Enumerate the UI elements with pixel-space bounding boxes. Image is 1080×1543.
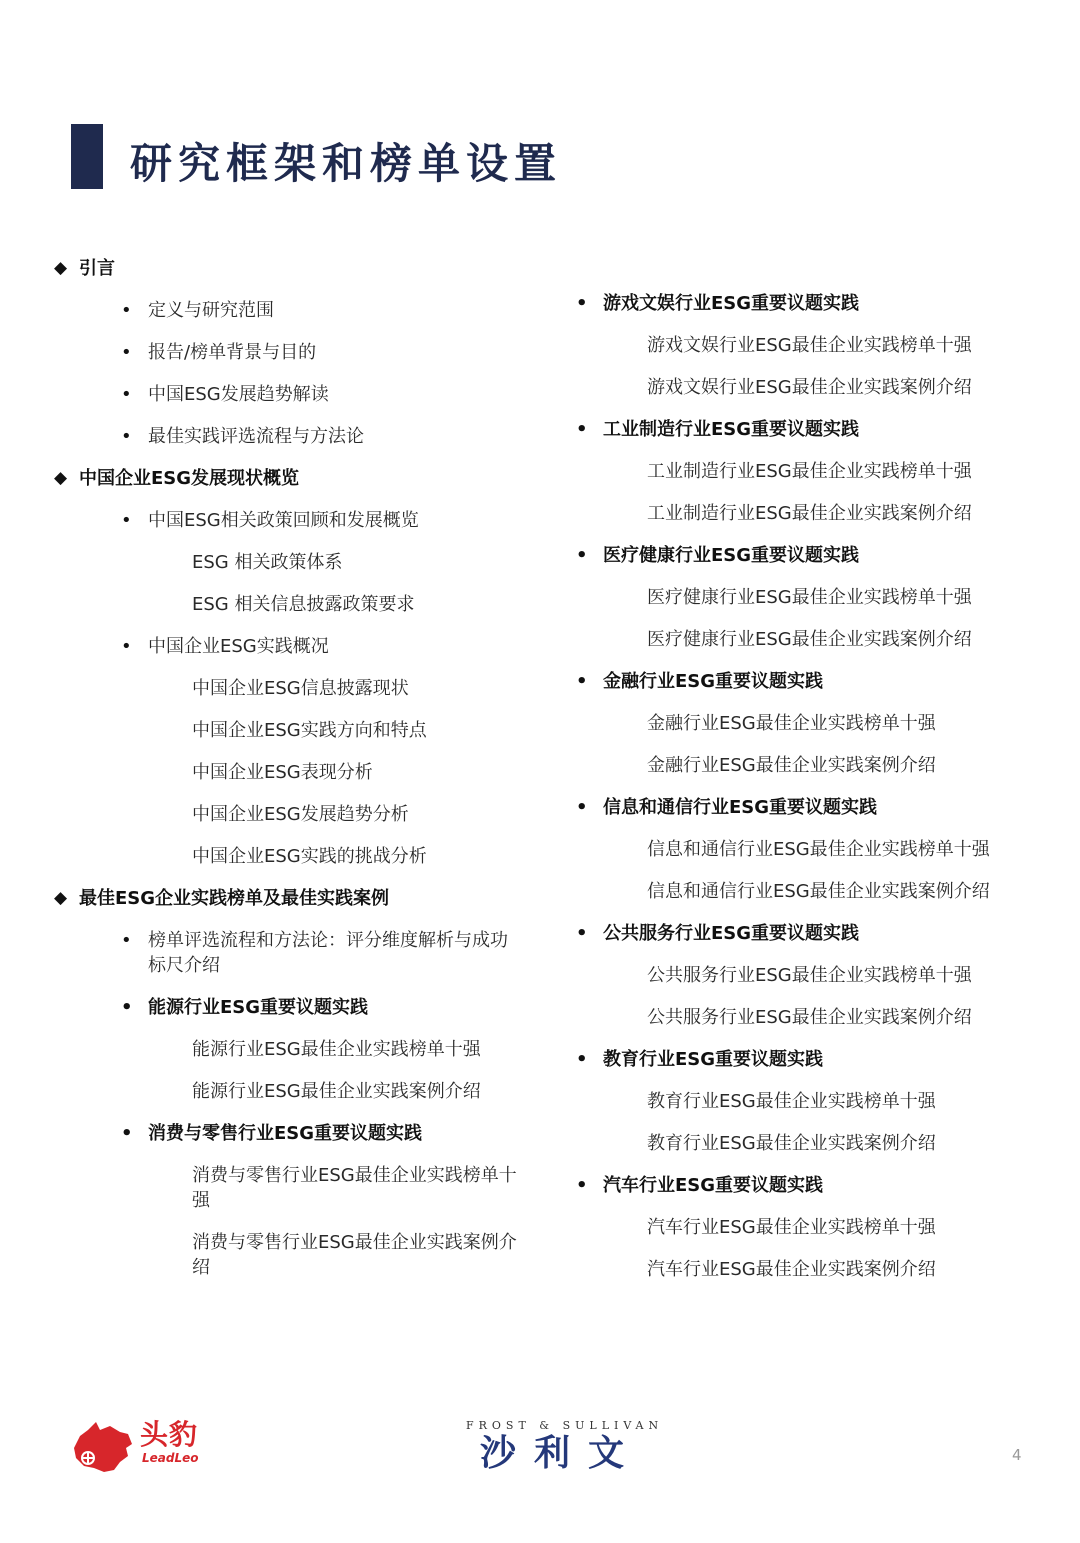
dot-bullet-icon: • [121,997,133,1018]
toc-item-text: 中国企业ESG信息披露现状 [192,678,409,699]
toc-item-level-3 [573,1257,1043,1282]
toc-item-text: 中国企业ESG发展现状概览 [79,468,300,489]
toc-item-text: 中国企业ESG实践方向和特点 [192,720,427,741]
toc-item-text: 引言 [79,258,115,279]
toc-item-level-3 [54,1037,524,1062]
toc-item-text: 汽车行业ESG最佳企业实践案例介绍 [647,1259,936,1280]
toc-item-level-2 [573,921,1043,946]
dot-bullet-icon: • [576,797,588,818]
toc-item-level-3 [54,718,524,743]
toc-item-level-2 [54,298,524,323]
toc-item-text: 汽车行业ESG最佳企业实践榜单十强 [647,1217,936,1238]
leadleo-en-logo-text: LeadLeo [142,1451,199,1465]
toc-item-level-3 [54,592,524,617]
toc-item-level-2 [54,508,524,533]
toc-item-level-2 [54,995,524,1020]
dot-bullet-icon: • [576,671,588,692]
toc-item-level-3 [573,375,1043,400]
toc-item-level-3 [573,1005,1043,1030]
toc-item-level-3 [573,879,1043,904]
dot-bullet-icon: • [576,1175,588,1196]
toc-item-level-3 [54,760,524,785]
dot-bullet-icon: • [121,342,132,363]
toc-item-text: 信息和通信行业ESG重要议题实践 [603,797,878,818]
toc-item-text: 金融行业ESG最佳企业实践榜单十强 [647,713,936,734]
dot-bullet-icon: • [121,426,132,447]
frost-sullivan-en-logo: FROST & SULLIVAN [466,1419,664,1432]
toc-item-text: 教育行业ESG最佳企业实践案例介绍 [647,1133,936,1154]
toc-item-level-3 [573,501,1043,526]
toc-item-level-1 [54,886,524,911]
dot-bullet-icon: • [576,419,588,440]
toc-item-level-3 [573,333,1043,358]
toc-item-text: 游戏文娱行业ESG最佳企业实践案例介绍 [647,377,972,398]
leadleo-logo [70,1418,210,1478]
toc-item-text: 能源行业ESG最佳企业实践榜单十强 [192,1039,481,1060]
toc-item-text: 中国企业ESG发展趋势分析 [192,804,409,825]
toc-item-level-3 [54,802,524,827]
toc-item-level-2 [54,1121,524,1146]
toc-item-text: 金融行业ESG重要议题实践 [603,671,824,692]
dot-bullet-icon: • [121,930,132,951]
leadleo-cn-logo-text: 头豹 [140,1418,199,1451]
diamond-bullet-icon: ◆ [54,888,68,908]
toc-item-level-2 [573,795,1043,820]
toc-item-text: 工业制造行业ESG最佳企业实践榜单十强 [647,461,972,482]
toc-item-text: 教育行业ESG最佳企业实践榜单十强 [647,1091,936,1112]
title-accent-bar [71,124,103,189]
dot-bullet-icon: • [121,384,132,405]
toc-item-level-2 [573,669,1043,694]
toc-item-text: 教育行业ESG重要议题实践 [603,1049,824,1070]
toc-item-text: 中国ESG发展趋势解读 [148,384,329,405]
toc-item-text: 报告/榜单背景与目的 [148,342,317,363]
toc-item-level-3 [573,711,1043,736]
toc-item-text: 医疗健康行业ESG最佳企业实践案例介绍 [647,629,972,650]
toc-item-text: 游戏文娱行业ESG最佳企业实践榜单十强 [647,335,972,356]
toc-item-level-3 [573,963,1043,988]
toc-item-level-2 [573,543,1043,568]
toc-item-level-1 [54,256,524,281]
toc-item-level-3 [573,1089,1043,1114]
dot-bullet-icon: • [121,1123,133,1144]
toc-item-level-2 [54,634,524,659]
toc-item-text: 公共服务行业ESG最佳企业实践案例介绍 [647,1007,972,1028]
dot-bullet-icon: • [576,1049,588,1070]
page-title: 研究框架和榜单设置 [130,139,563,188]
toc-item-text: ESG 相关政策体系 [192,552,343,573]
toc-item-text: 中国企业ESG实践概况 [148,636,329,657]
toc-item-level-3 [573,1215,1043,1240]
toc-item-text: 游戏文娱行业ESG重要议题实践 [603,293,860,314]
page-number: 4 [1012,1446,1022,1464]
toc-item-text: 榜单评选流程和方法论：评分维度解析与成功标尺介绍 [148,930,508,976]
toc-item-text: 消费与零售行业ESG重要议题实践 [148,1123,423,1144]
toc-item-text: ESG 相关信息披露政策要求 [192,594,415,615]
toc-item-level-3 [54,676,524,701]
toc-item-level-3 [54,1230,524,1280]
toc-item-text: 最佳实践评选流程与方法论 [148,426,364,447]
dot-bullet-icon: • [576,293,588,314]
dot-bullet-icon: • [576,923,588,944]
toc-item-level-3 [54,550,524,575]
dot-bullet-icon: • [121,300,132,321]
toc-item-text: 工业制造行业ESG重要议题实践 [603,419,860,440]
toc-item-text: 公共服务行业ESG最佳企业实践榜单十强 [647,965,972,986]
toc-item-text: 能源行业ESG重要议题实践 [148,997,369,1018]
toc-item-text: 汽车行业ESG重要议题实践 [603,1175,824,1196]
toc-item-text: 信息和通信行业ESG最佳企业实践案例介绍 [647,881,990,902]
toc-item-level-3 [573,1131,1043,1156]
toc-item-text: 金融行业ESG最佳企业实践案例介绍 [647,755,936,776]
toc-item-level-1 [54,466,524,491]
toc-item-text: 公共服务行业ESG重要议题实践 [603,923,860,944]
toc-item-text: 中国ESG相关政策回顾和发展概览 [148,510,419,531]
toc-item-level-2 [54,928,524,978]
toc-item-text: 消费与零售行业ESG最佳企业实践榜单十强 [192,1165,517,1211]
toc-item-text: 消费与零售行业ESG最佳企业实践案例介绍 [192,1232,517,1278]
leopard-head-icon [70,1418,134,1474]
toc-item-text: 中国企业ESG表现分析 [192,762,373,783]
diamond-bullet-icon: ◆ [54,258,68,278]
toc-item-level-3 [54,1163,524,1213]
toc-item-text: 最佳ESG企业实践榜单及最佳实践案例 [79,888,390,909]
toc-item-level-3 [573,585,1043,610]
frost-sullivan-cn-logo: 沙利文 [480,1433,643,1474]
toc-item-level-3 [54,1079,524,1104]
toc-item-level-2 [54,382,524,407]
toc-item-text: 定义与研究范围 [148,300,274,321]
toc-item-text: 医疗健康行业ESG重要议题实践 [603,545,860,566]
toc-item-level-3 [573,459,1043,484]
toc-item-text: 医疗健康行业ESG最佳企业实践榜单十强 [647,587,972,608]
toc-item-text: 信息和通信行业ESG最佳企业实践榜单十强 [647,839,990,860]
toc-item-level-2 [573,1173,1043,1198]
dot-bullet-icon: • [576,545,588,566]
toc-left-column [54,256,524,1297]
toc-item-level-3 [573,753,1043,778]
diamond-bullet-icon: ◆ [54,468,68,488]
toc-item-level-2 [54,424,524,449]
toc-item-level-2 [573,417,1043,442]
toc-item-level-3 [573,627,1043,652]
toc-item-text: 能源行业ESG最佳企业实践案例介绍 [192,1081,481,1102]
toc-right-column [573,291,1043,1299]
dot-bullet-icon: • [121,636,132,657]
toc-item-level-3 [573,837,1043,862]
dot-bullet-icon: • [121,510,132,531]
toc-item-level-3 [54,844,524,869]
toc-item-level-2 [573,291,1043,316]
toc-item-text: 工业制造行业ESG最佳企业实践案例介绍 [647,503,972,524]
toc-item-level-2 [54,340,524,365]
toc-item-text: 中国企业ESG实践的挑战分析 [192,846,427,867]
toc-item-level-2 [573,1047,1043,1072]
